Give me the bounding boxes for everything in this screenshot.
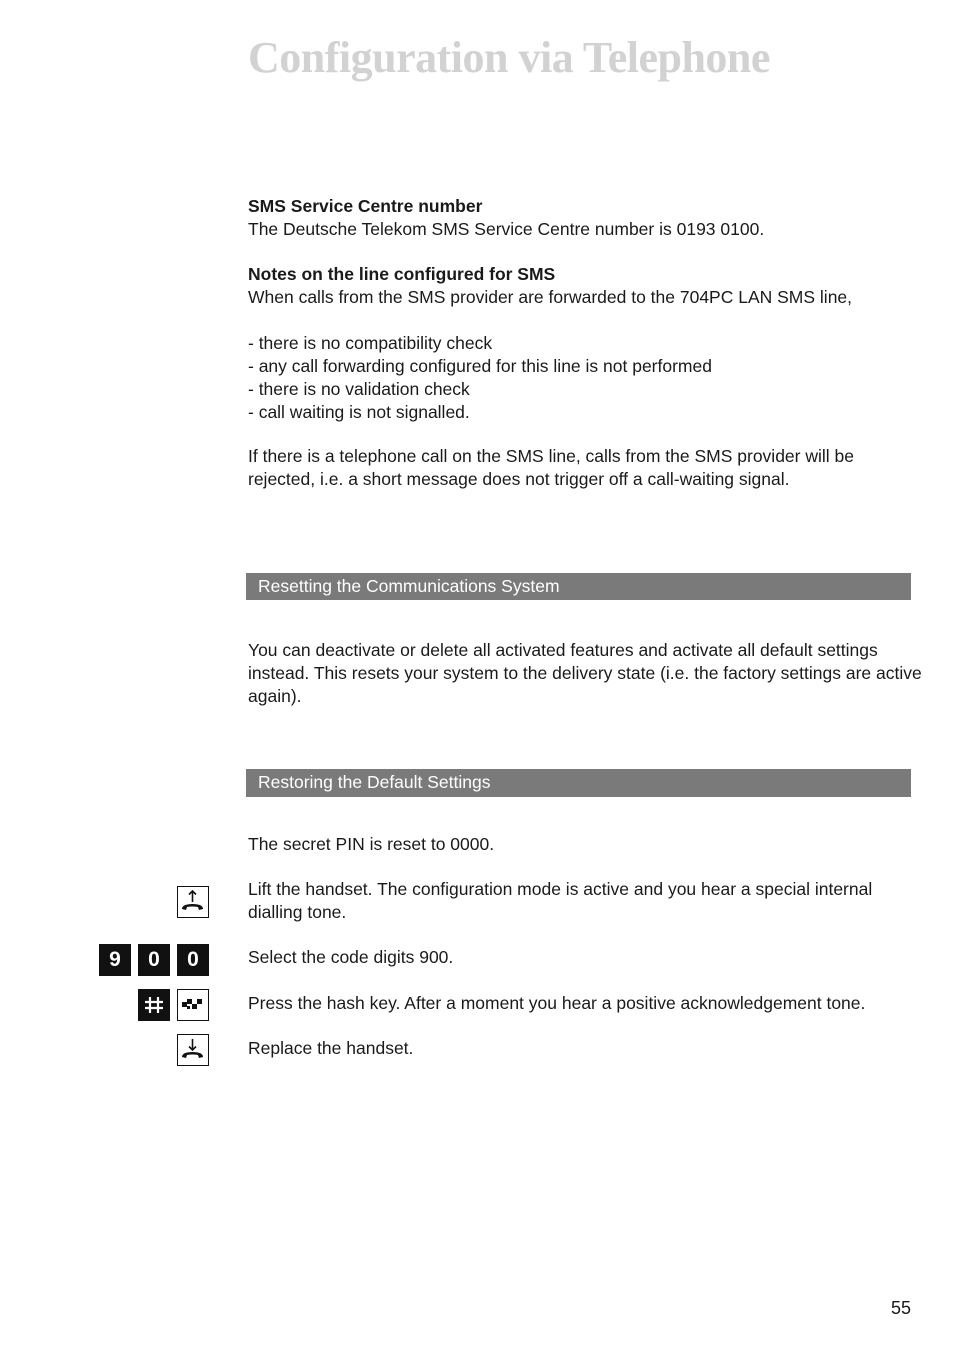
sms-notes-paragraph [248,445,854,491]
reset-paragraph [248,639,922,708]
step-line: dialling tone. [248,902,347,922]
acknowledgement-tone-icon [177,989,209,1021]
paragraph-line: again). [248,686,302,706]
key-0: 0 [138,944,170,976]
replace-handset-icon [177,1034,209,1066]
key-9: 9 [99,944,131,976]
sms-notes-list [248,332,712,424]
lift-handset-icon [177,886,209,918]
paragraph-line: You can deactivate or delete all activated features and activate all default settings [248,640,878,660]
section-bar-resetting: Resetting the Communications System [246,573,911,600]
step-lift-handset [248,878,872,924]
list-item: - any call forwarding configured for this line is not performed [248,356,712,376]
sms-notes-heading: Notes on the line configured for SMS [248,264,556,284]
step-replace-handset: Replace the handset. [248,1038,414,1058]
key-0: 0 [177,944,209,976]
page-title: Configuration via Telephone [248,33,770,82]
sms-centre-text: The Deutsche Telekom SMS Service Centre number is 0193 0100. [248,219,765,239]
step-press-hash: Press the hash key. After a moment you hear a positive acknowledgement tone. [248,993,866,1013]
sms-notes-intro: When calls from the SMS provider are forwarded to the 704PC LAN SMS line, [248,287,853,307]
paragraph-line: instead. This resets your system to the delivery state (i.e. the factory settings are active [248,663,922,683]
step-line: Lift the handset. The configuration mode is active and you hear a special internal [248,879,873,899]
section-bar-restoring: Restoring the Default Settings [246,769,911,797]
pin-reset-text: The secret PIN is reset to 0000. [248,834,495,854]
hash-key-icon [138,989,170,1021]
paragraph-line: rejected, i.e. a short message does not trigger off a call-waiting signal. [248,469,790,489]
list-item: - there is no validation check [248,379,470,399]
list-item: - there is no compatibility check [248,333,493,353]
paragraph-line: If there is a telephone call on the SMS line, calls from the SMS provider will be [248,446,854,466]
page-number: 55 [890,1298,911,1318]
step-select-digits: Select the code digits 900. [248,947,454,967]
sms-centre-heading: SMS Service Centre number [248,196,483,216]
list-item: - call waiting is not signalled. [248,402,470,422]
